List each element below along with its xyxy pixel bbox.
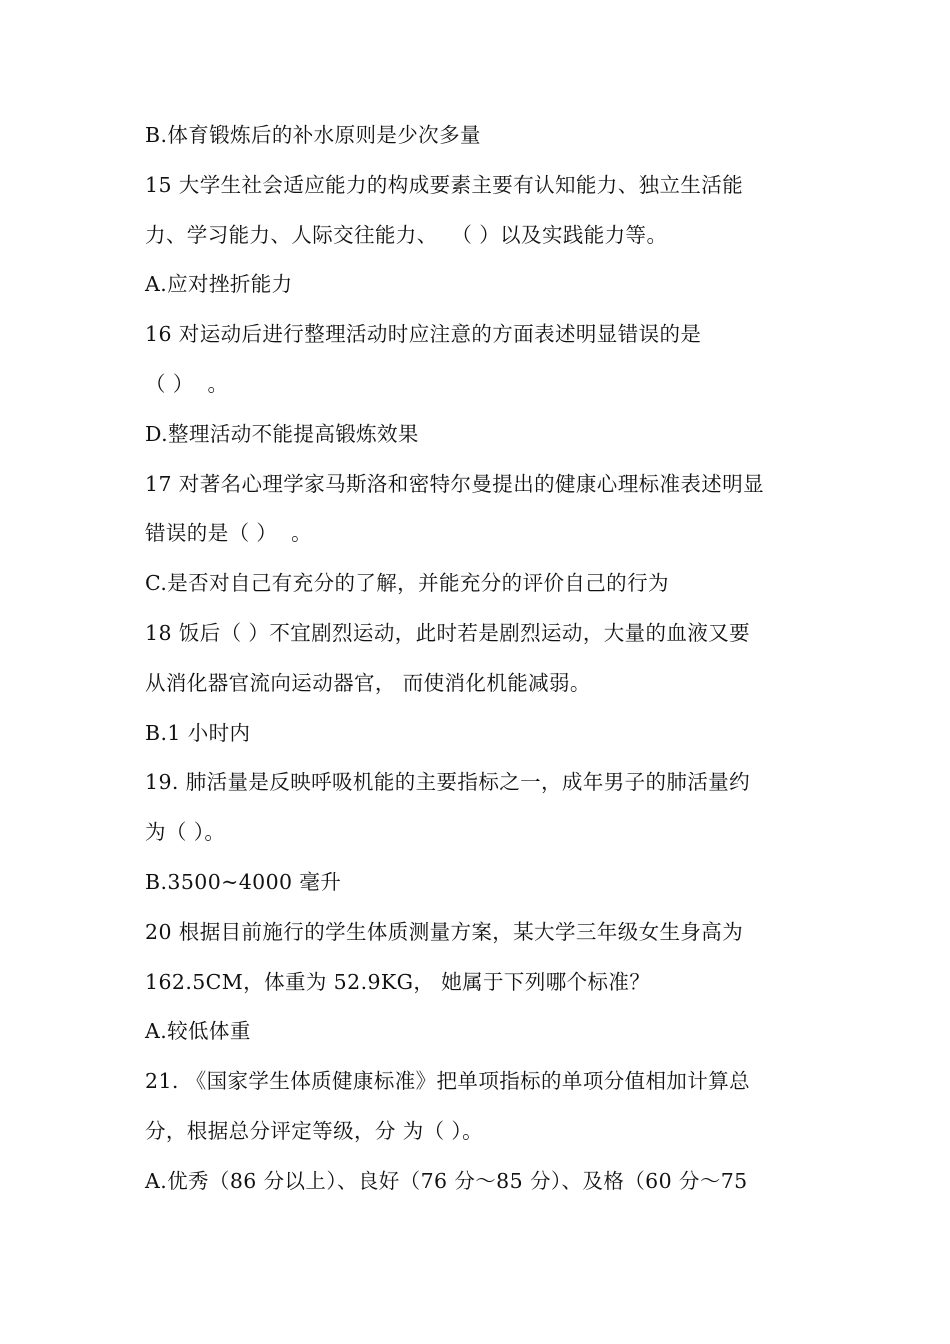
answer-line-14b: B.体育锻炼后的补水原则是少次多量 xyxy=(145,123,481,147)
question-19-line-2: 为（ ）。 xyxy=(145,820,226,845)
answer-line-15a: A.应对挫折能力 xyxy=(145,272,293,297)
question-17-line-2: 错误的是（ ） 。 xyxy=(145,521,313,546)
question-21-line-1: 21. 《国家学生体质健康标准》把单项指标的单项分值相加计算总 xyxy=(145,1069,751,1094)
question-20-line-1: 20 根据目前施行的学生体质测量方案，某大学三年级女生身高为 xyxy=(145,919,744,944)
question-17-line-1: 17 对著名心理学家马斯洛和密特尔曼提出的健康心理标准表述明显 xyxy=(145,471,764,496)
document-body xyxy=(145,116,825,1212)
answer-line-20a: A.较低体重 xyxy=(145,1019,251,1044)
answer-line-17c: C.是否对自己有充分的了解，并能充分的评价自己的行为 xyxy=(145,571,669,596)
question-15-line-1: 15 大学生社会适应能力的构成要素主要有认知能力、独立生活能 xyxy=(145,172,744,197)
question-19-line-1: 19. 肺活量是反映呼吸机能的主要指标之一，成年男子的肺活量约 xyxy=(145,770,751,795)
question-20-line-2: 162.5CM，体重为 52.9KG， 她属于下列哪个标准？ xyxy=(145,969,651,994)
answer-line-19b: B.3500~4000 毫升 xyxy=(145,869,342,894)
question-18-line-1: 18 饭后（ ）不宜剧烈运动，此时若是剧烈运动，大量的血液又要 xyxy=(145,620,751,645)
answer-line-18b: B.1 小时内 xyxy=(145,720,251,745)
question-21-line-2: 分，根据总分评定等级，分 为（ ）。 xyxy=(145,1118,483,1143)
answer-line-16d: D.整理活动不能提高锻炼效果 xyxy=(145,421,419,446)
answer-line-21a: A.优秀（86 分以上）、良好（76 分～85 分）、及格（60 分～75 xyxy=(145,1168,748,1193)
question-18-line-2: 从消化器官流向运动器官， 而使消化机能减弱。 xyxy=(145,670,591,695)
question-15-line-2: 力、学习能力、人际交往能力、 （ ）以及实践能力等。 xyxy=(145,222,668,247)
question-16-line-2: （ ） 。 xyxy=(145,371,229,396)
question-16-line-1: 16 对运动后进行整理活动时应注意的方面表述明显错误的是 xyxy=(145,322,702,347)
